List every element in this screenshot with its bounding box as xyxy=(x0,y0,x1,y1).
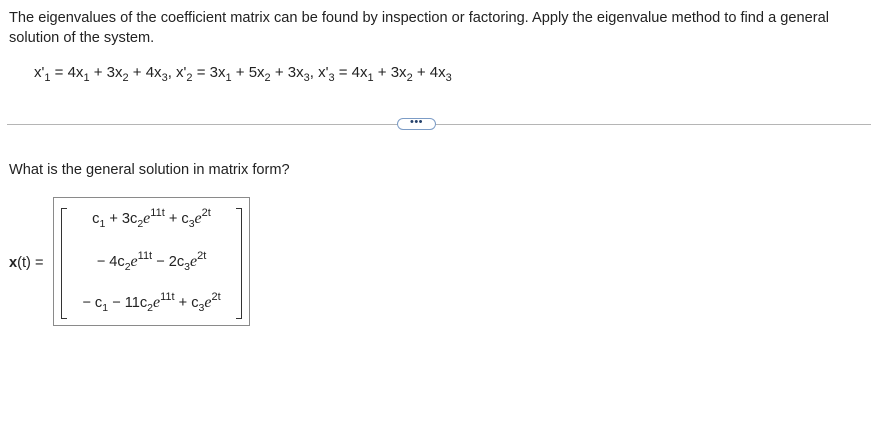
equation-3: $x'_3 = 4x_1 + 3x_2 + 4x_3$ xyxy=(318,64,452,84)
matrix-row-3[interactable]: − $c_1 - 11c_2e^{11t} + c_3e^{2t}$ xyxy=(82,291,221,314)
problem-statement: The eigenvalues of the coefficient matrix can be found by inspection or factoring. Apply the eigenvalue method to find a general solution of the system. xyxy=(9,10,829,46)
more-dots-icon: ••• xyxy=(409,116,424,128)
expand-more-button[interactable] xyxy=(397,118,436,130)
matrix-row-2[interactable]: − $4c_2e^{11t} - 2c_3e^{2t}$ xyxy=(96,250,207,273)
solution-label: x(t) = xyxy=(9,255,44,271)
equation-2: $x'_2 = 3x_1 + 5x_2 + 3x_3$, xyxy=(176,64,319,84)
matrix-row-1[interactable]: $c_1 + 3c_2e^{11t} + c_3e^{2t}$ xyxy=(92,207,211,230)
answer-matrix[interactable] xyxy=(53,197,250,326)
question-text: What is the general solution in matrix form? xyxy=(9,162,290,178)
equation-1: $x'_1 = 4x_1 + 3x_2 + 4x_3$, xyxy=(34,64,177,84)
ode-system xyxy=(34,64,452,84)
section-divider xyxy=(7,124,871,125)
